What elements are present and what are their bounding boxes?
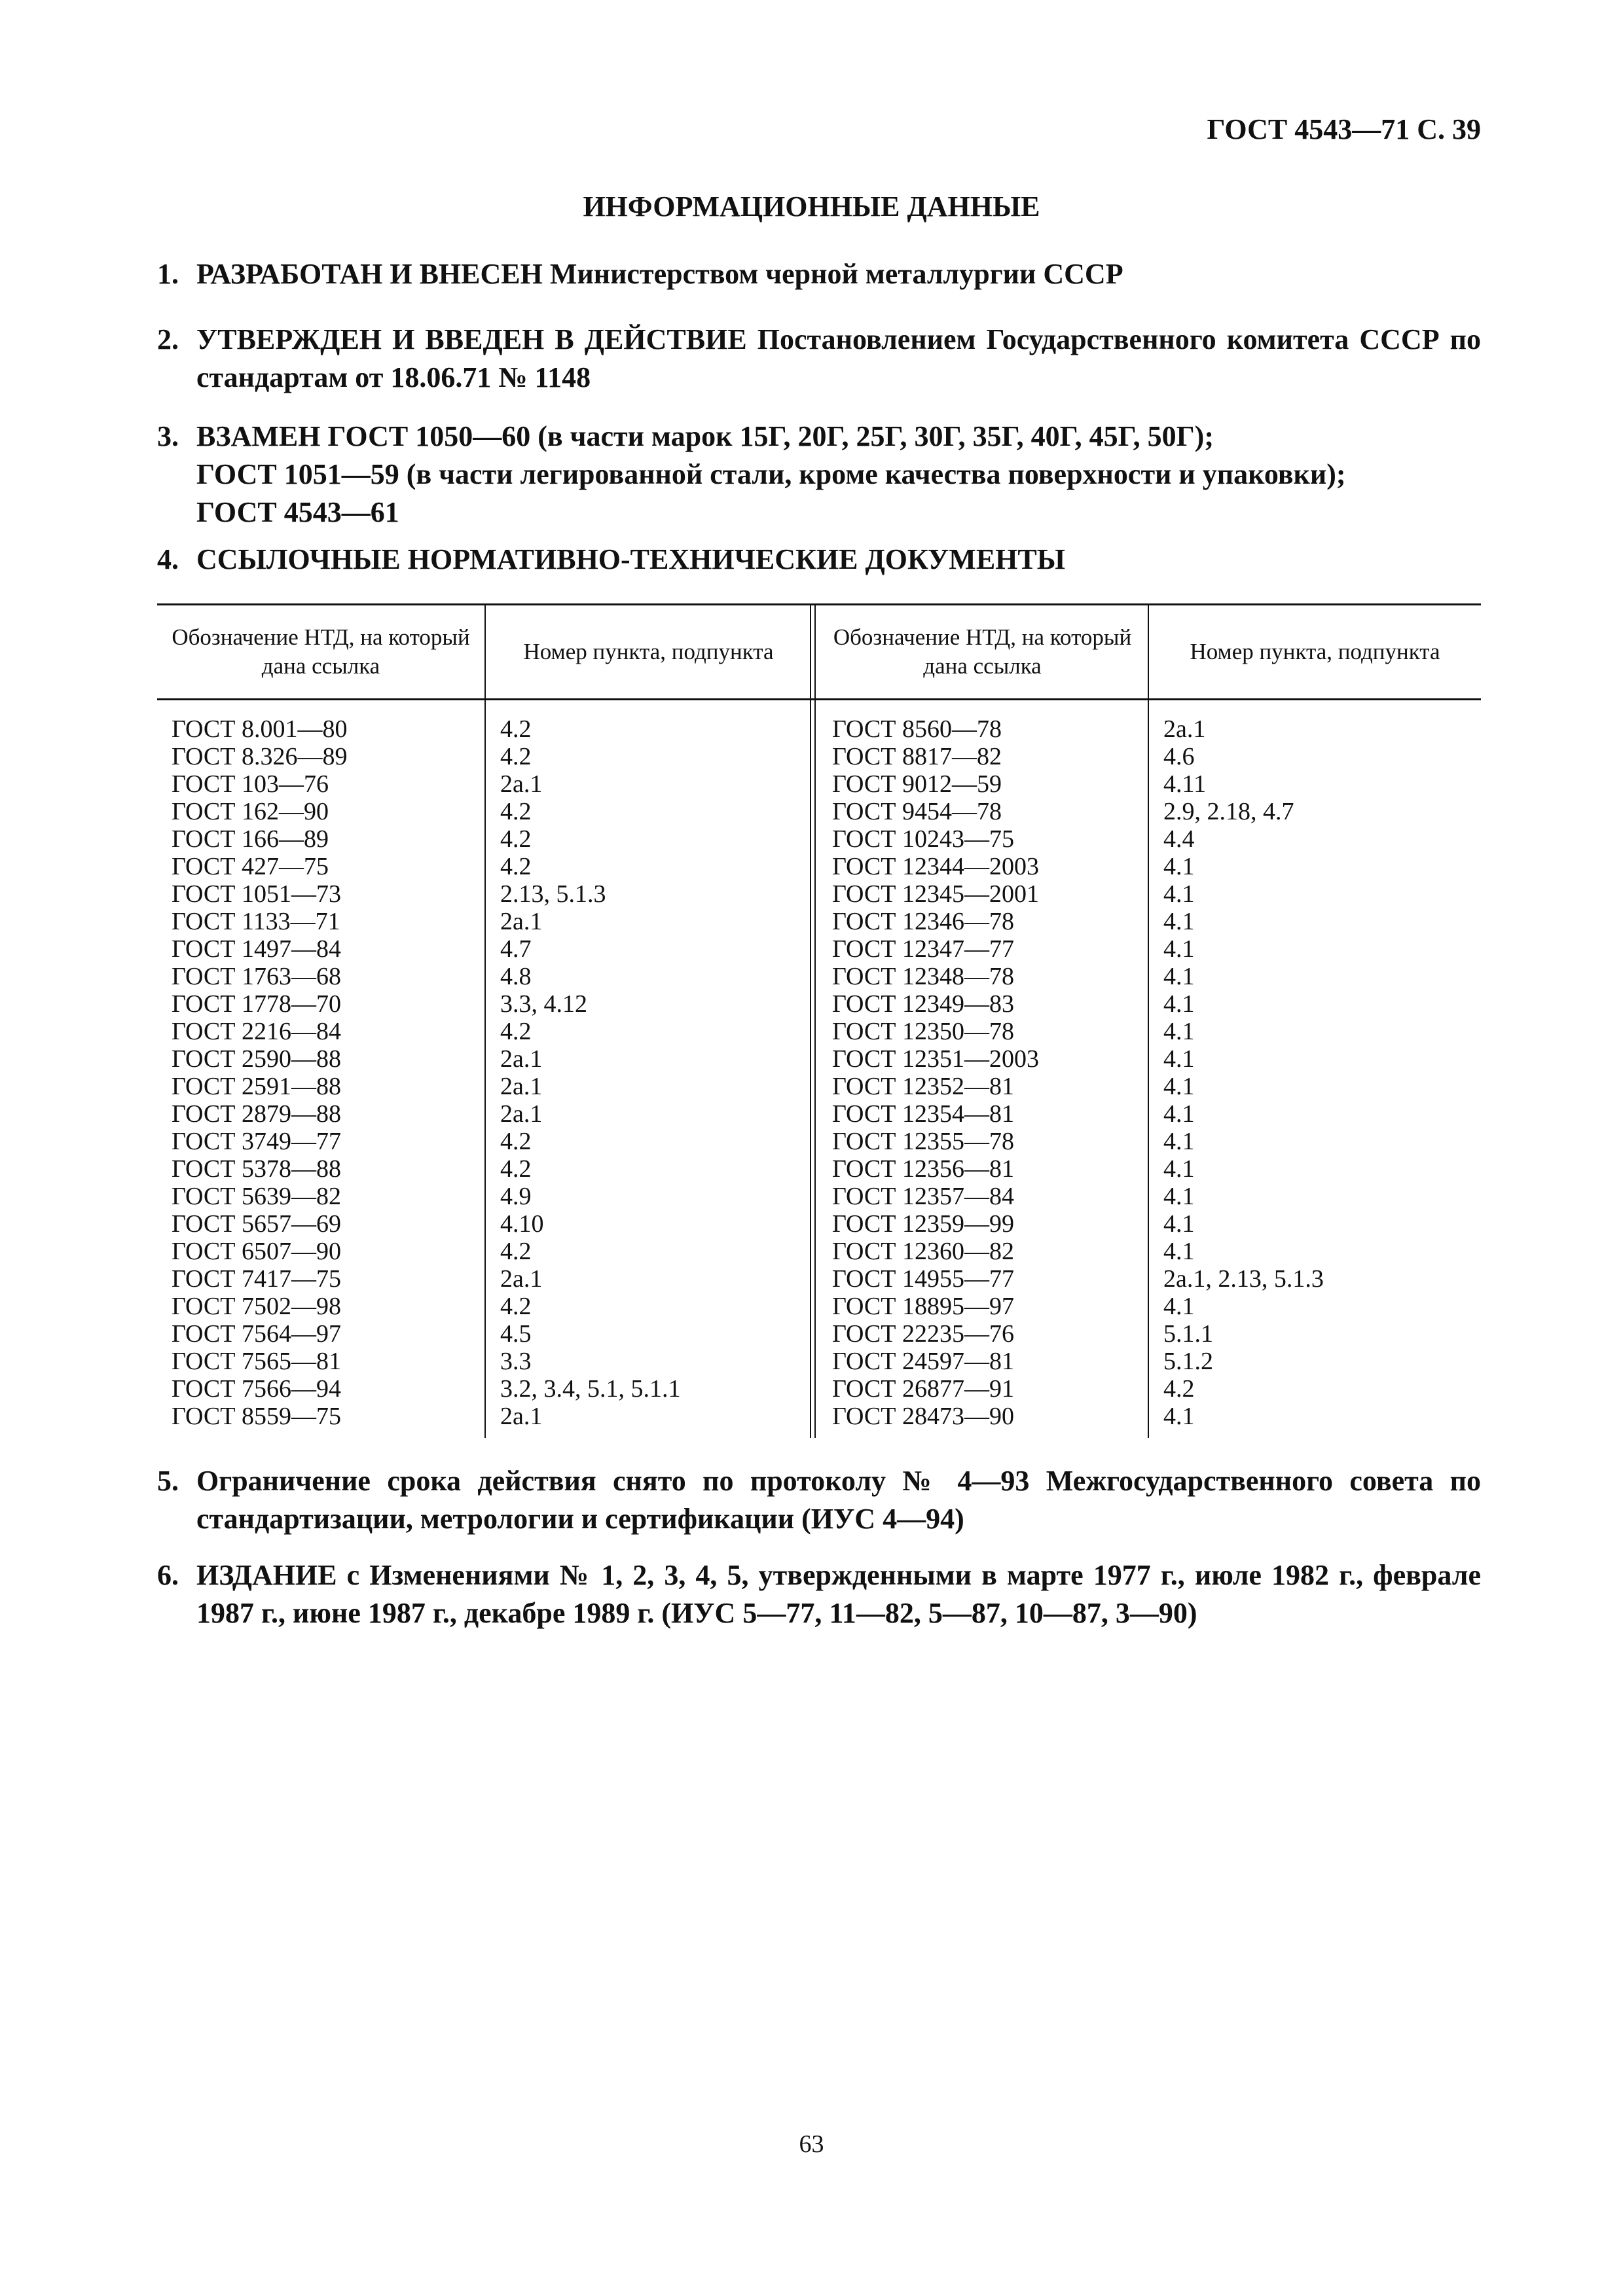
info-item-5: [157, 1462, 1481, 1538]
table-cell-reference: ГОСТ 6507—90: [172, 1238, 341, 1265]
item-number: 6.: [157, 1559, 179, 1591]
table-cell-item: 4.2: [500, 743, 532, 770]
right-ref-column: [832, 715, 1140, 1430]
table-cell-item: 4.4: [1163, 825, 1195, 853]
table-cell-item: 4.8: [500, 963, 532, 990]
page-title: ИНФОРМАЦИОННЫЕ ДАННЫЕ: [583, 190, 1040, 223]
table-cell-item: 4.1: [1163, 1238, 1195, 1265]
right-item-column: [1163, 715, 1471, 1430]
table-cell-item: 4.2: [500, 1018, 532, 1045]
table-cell-reference: ГОСТ 3749—77: [172, 1128, 341, 1155]
table-cell-reference: ГОСТ 7564—97: [172, 1320, 341, 1348]
table-cell-reference: ГОСТ 1763—68: [172, 963, 341, 990]
table-header: [157, 605, 1481, 700]
table-cell-reference: ГОСТ 1778—70: [172, 990, 341, 1018]
table-cell-item: 2a.1: [500, 1100, 543, 1128]
column-divider: [484, 605, 486, 1438]
table-cell-reference: ГОСТ 1051—73: [172, 880, 341, 908]
table-cell-reference: ГОСТ 7417—75: [172, 1265, 341, 1293]
table-cell-reference: ГОСТ 24597—81: [832, 1348, 1014, 1375]
item-text: ССЫЛОЧНЫЕ НОРМАТИВНО-ТЕХНИЧЕСКИЕ ДОКУМЕНТЫ: [196, 543, 1065, 575]
table-cell-reference: ГОСТ 12349—83: [832, 990, 1014, 1018]
table-cell-reference: ГОСТ 12359—99: [832, 1210, 1014, 1238]
table-cell-item: 2a.1, 2.13, 5.1.3: [1163, 1265, 1324, 1293]
table-cell-reference: ГОСТ 10243—75: [832, 825, 1014, 853]
table-cell-item: 4.11: [1163, 770, 1207, 798]
header-right-item: Номер пункта, подпункта: [1190, 639, 1440, 664]
table-cell-item: 4.1: [1163, 1018, 1195, 1045]
left-ref-column: [172, 715, 479, 1430]
table-cell-item: 4.2: [500, 1293, 532, 1320]
table-cell-reference: ГОСТ 7502—98: [172, 1293, 341, 1320]
table-cell-item: 4.1: [1163, 1155, 1195, 1183]
table-cell-reference: ГОСТ 2879—88: [172, 1100, 341, 1128]
item-text: УТВЕРЖДЕН И ВВЕДЕН В ДЕЙСТВИЕ Постановлением Государственного комитета СССР по стандартам от 18.06.71 № 1148: [196, 323, 1481, 393]
item-number: 1.: [157, 258, 179, 290]
table-cell-item: 4.1: [1163, 1210, 1195, 1238]
table-cell-reference: ГОСТ 12351—2003: [832, 1045, 1039, 1073]
table-cell-item: 4.1: [1163, 1045, 1195, 1073]
table-cell-reference: ГОСТ 8560—78: [832, 715, 1002, 743]
item-text: ИЗДАНИЕ с Изменениями № 1, 2, 3, 4, 5, утвержденными в марте 1977 г., июле 1982 г., феврале 1987 г., июне 1987 г., декабре 1989 г. (ИУС 5—77, 11—82, 5—87, 10—87, 3—90): [196, 1559, 1481, 1629]
table-cell-item: 2a.1: [500, 908, 543, 935]
page-number: 63: [799, 2130, 824, 2158]
table-cell-reference: ГОСТ 8559—75: [172, 1403, 341, 1430]
table-cell-item: 4.1: [1163, 990, 1195, 1018]
table-cell-item: 4.7: [500, 935, 532, 963]
table-cell-reference: ГОСТ 5639—82: [172, 1183, 341, 1210]
table-cell-reference: ГОСТ 1133—71: [172, 908, 340, 935]
table-cell-reference: ГОСТ 8817—82: [832, 743, 1002, 770]
table-cell-item: 2a.1: [500, 1403, 543, 1430]
info-item-1: [157, 255, 1481, 293]
table-cell-reference: ГОСТ 2216—84: [172, 1018, 341, 1045]
table-cell-reference: ГОСТ 5378—88: [172, 1155, 341, 1183]
table-cell-reference: ГОСТ 427—75: [172, 853, 329, 880]
table-cell-reference: ГОСТ 162—90: [172, 798, 329, 825]
table-cell-reference: ГОСТ 12352—81: [832, 1073, 1014, 1100]
header-right-ref: Обозначение НТД, на который дана ссылка: [833, 624, 1132, 679]
table-cell-item: 4.2: [500, 1128, 532, 1155]
table-cell-item: 4.1: [1163, 1100, 1195, 1128]
table-cell-reference: ГОСТ 26877—91: [832, 1375, 1014, 1403]
table-cell-reference: ГОСТ 12346—78: [832, 908, 1014, 935]
table-cell-item: 5.1.1: [1163, 1320, 1213, 1348]
table-cell-reference: ГОСТ 2590—88: [172, 1045, 341, 1073]
item-number: 3.: [157, 420, 179, 452]
table-cell-reference: ГОСТ 1497—84: [172, 935, 341, 963]
table-cell-reference: ГОСТ 5657—69: [172, 1210, 341, 1238]
table-cell-reference: ГОСТ 12350—78: [832, 1018, 1014, 1045]
table-cell-item: 4.2: [500, 825, 532, 853]
table-cell-reference: ГОСТ 7566—94: [172, 1375, 341, 1403]
item-text: Ограничение срока действия снято по протоколу № 4—93 Межгосударственного совета по стандартизации, метрологии и сертификации (ИУС 4—94): [196, 1465, 1481, 1535]
item-number: 2.: [157, 323, 179, 355]
table-cell-item: 4.1: [1163, 880, 1195, 908]
table-cell-reference: ГОСТ 103—76: [172, 770, 329, 798]
table-cell-reference: ГОСТ 7565—81: [172, 1348, 341, 1375]
table-cell-reference: ГОСТ 28473—90: [832, 1403, 1014, 1430]
table-cell-item: 4.1: [1163, 935, 1195, 963]
table-cell-item: 4.2: [500, 798, 532, 825]
info-item-3: [157, 418, 1481, 531]
table-cell-reference: ГОСТ 12347—77: [832, 935, 1014, 963]
table-cell-reference: ГОСТ 9012—59: [832, 770, 1002, 798]
table-cell-item: 4.5: [500, 1320, 532, 1348]
table-cell-item: 4.1: [1163, 1073, 1195, 1100]
table-cell-item: 4.1: [1163, 963, 1195, 990]
item-number: 4.: [157, 543, 179, 575]
left-item-column: [500, 715, 801, 1430]
table-cell-reference: ГОСТ 12345—2001: [832, 880, 1039, 908]
item-line: ВЗАМЕН ГОСТ 1050—60 (в части марок 15Г, 20Г, 25Г, 30Г, 35Г, 40Г, 45Г, 50Г);: [196, 420, 1214, 452]
table-cell-reference: ГОСТ 12348—78: [832, 963, 1014, 990]
table-cell-reference: ГОСТ 22235—76: [832, 1320, 1014, 1348]
item-text: [196, 418, 1481, 531]
table-cell-item: 4.2: [500, 853, 532, 880]
table-cell-item: 2a.1: [500, 770, 543, 798]
info-item-6: [157, 1556, 1481, 1632]
table-cell-item: 3.2, 3.4, 5.1, 5.1.1: [500, 1375, 681, 1403]
table-cell-item: 4.2: [500, 715, 532, 743]
table-cell-item: 5.1.2: [1163, 1348, 1213, 1375]
table-cell-reference: ГОСТ 12355—78: [832, 1128, 1014, 1155]
table-cell-item: 2.13, 5.1.3: [500, 880, 606, 908]
table-cell-item: 4.1: [1163, 1128, 1195, 1155]
table-cell-item: 4.2: [1163, 1375, 1195, 1403]
table-cell-item: 4.9: [500, 1183, 532, 1210]
header-left-item: Номер пункта, подпункта: [523, 639, 774, 664]
table-cell-reference: ГОСТ 12357—84: [832, 1183, 1014, 1210]
info-item-4: [157, 541, 1481, 579]
table-cell-item: 2a.1: [500, 1073, 543, 1100]
item-text: РАЗРАБОТАН И ВНЕСЕН Министерством черной металлургии СССР: [196, 258, 1123, 290]
table-cell-reference: ГОСТ 8.001—80: [172, 715, 348, 743]
table-cell-reference: ГОСТ 166—89: [172, 825, 329, 853]
column-divider-double: [810, 605, 816, 1438]
table-cell-item: 2a.1: [500, 1265, 543, 1293]
header-left-ref: Обозначение НТД, на который дана ссылка: [172, 624, 470, 679]
table-cell-item: 4.1: [1163, 853, 1195, 880]
running-head: ГОСТ 4543—71 С. 39: [1207, 113, 1481, 145]
table-cell-reference: ГОСТ 2591—88: [172, 1073, 341, 1100]
table-cell-reference: ГОСТ 14955—77: [832, 1265, 1014, 1293]
table-cell-reference: ГОСТ 8.326—89: [172, 743, 348, 770]
references-table: [157, 603, 1481, 1438]
item-line: ГОСТ 4543—61: [196, 496, 399, 528]
table-cell-reference: ГОСТ 18895—97: [832, 1293, 1014, 1320]
table-cell-item: 4.1: [1163, 1183, 1195, 1210]
table-cell-reference: ГОСТ 12354—81: [832, 1100, 1014, 1128]
table-cell-reference: ГОСТ 12344—2003: [832, 853, 1039, 880]
table-cell-item: 4.10: [500, 1210, 544, 1238]
item-line: ГОСТ 1051—59 (в части легированной стали, кроме качества поверхности и упаковки);: [196, 458, 1346, 490]
table-cell-item: 4.1: [1163, 1403, 1195, 1430]
table-cell-reference: ГОСТ 12356—81: [832, 1155, 1014, 1183]
table-cell-item: 4.2: [500, 1238, 532, 1265]
table-cell-item: 4.2: [500, 1155, 532, 1183]
item-number: 5.: [157, 1465, 179, 1497]
table-cell-item: 2.9, 2.18, 4.7: [1163, 798, 1294, 825]
table-cell-item: 4.6: [1163, 743, 1195, 770]
table-cell-item: 2a.1: [1163, 715, 1206, 743]
column-divider: [1148, 605, 1149, 1438]
table-cell-item: 3.3: [500, 1348, 532, 1375]
table-cell-item: 4.1: [1163, 1293, 1195, 1320]
info-item-2: [157, 321, 1481, 397]
table-cell-item: 2a.1: [500, 1045, 543, 1073]
table-cell-reference: ГОСТ 9454—78: [832, 798, 1002, 825]
table-cell-item: 3.3, 4.12: [500, 990, 587, 1018]
table-cell-item: 4.1: [1163, 908, 1195, 935]
table-cell-reference: ГОСТ 12360—82: [832, 1238, 1014, 1265]
